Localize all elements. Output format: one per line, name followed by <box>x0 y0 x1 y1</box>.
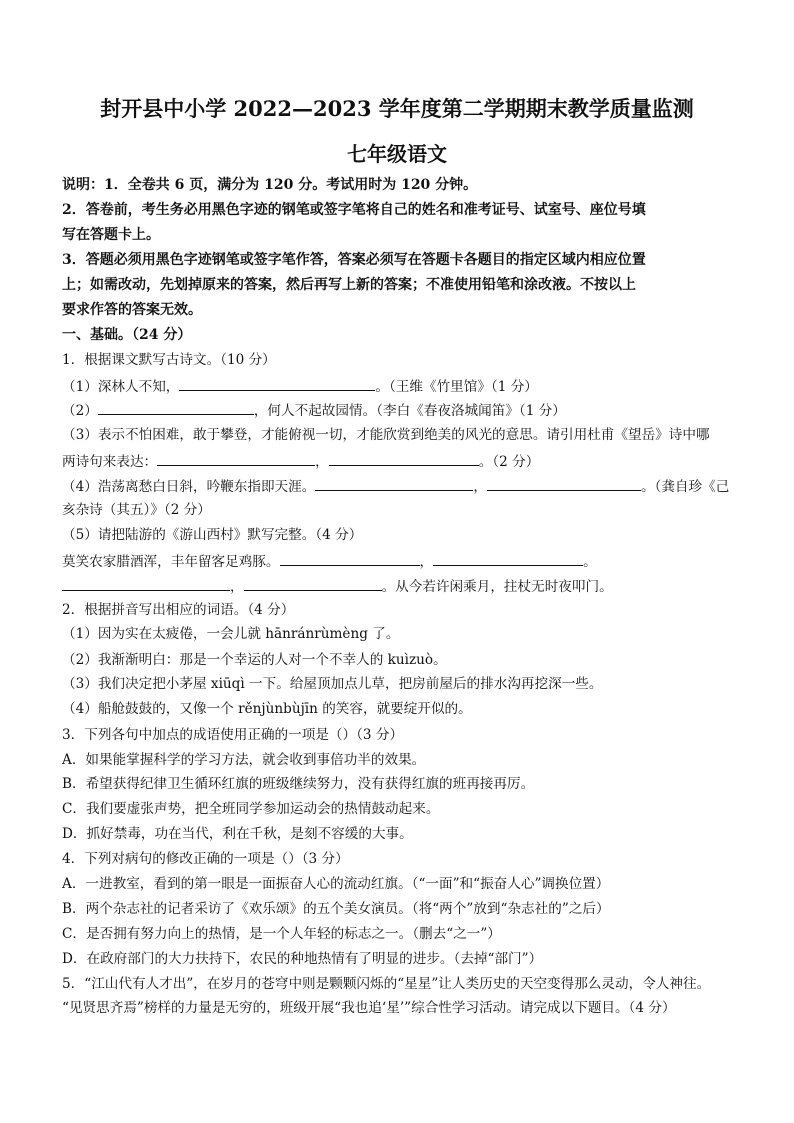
text-segment: （2） <box>62 403 98 419</box>
exam-title: 封开县中小学 2022—2023 学年度第二学期期末教学质量监测 <box>100 96 694 121</box>
text-segment: 两诗句来表达： <box>62 454 158 470</box>
question-stem: 3．下列各句中加点的成语使用正确的一项是（）（3 分） <box>62 727 404 743</box>
text-segment: ，何人不起故园情。（李白《春夜洛城闻笛》（1 分） <box>253 403 566 419</box>
choice-option[interactable]: A．一进教室，看到的第一眼是一面振奋人心的流动红旗。（“一面”和“振奋人心”调换位置） <box>62 876 610 892</box>
answer-blank[interactable] <box>98 400 254 415</box>
question-item: （2）我渐渐明白：那是一个幸运的人对一个不幸人的 kuìzuò。 <box>62 652 447 668</box>
text-segment: ， <box>230 579 244 595</box>
question-line: （5）请把陆游的《游山西村》默写完整。（4 分） <box>62 527 363 543</box>
choice-option[interactable]: C．是否拥有努力向上的热情，是一个人年轻的标志之一。（删去“之一”） <box>62 926 501 942</box>
question-line <box>62 551 597 571</box>
question-stem: 2．根据拼音写出相应的词语。（4 分） <box>62 602 295 618</box>
answer-blank[interactable] <box>315 476 473 491</box>
answer-blank[interactable] <box>157 451 315 466</box>
exam-subtitle: 七年级语文 <box>347 142 447 166</box>
text-segment: 莫笑农家腊酒浑，丰年留客足鸡豚。 <box>62 554 280 570</box>
choice-option[interactable]: D．在政府部门的大力扶持下，农民的种地热情有了明显的进步。（去掉“部门”） <box>62 951 543 967</box>
question-line: 亥杂诗（其五）》（2 分） <box>62 502 211 518</box>
text-segment: （1）深林人不知， <box>62 379 180 395</box>
section-heading: 一、基础。（24 分） <box>62 327 192 343</box>
question-line <box>62 400 566 420</box>
question-stem: “见贤思齐焉”榜样的力量是无穷的，班级开展“我也追‘星’”综合性学习活动。请完成以下题目。（4 分） <box>62 1000 676 1016</box>
question-item: （3）我们决定把小茅屋 xiūqì 一下。给屋顶加点儿草，把房前屋后的排水沟再挖深一些。 <box>62 676 603 692</box>
instruction-line: 要求作答的答案无效。 <box>62 302 202 318</box>
answer-blank[interactable] <box>329 451 479 466</box>
text-segment: 。从今若许闲乘月，拄杖无时夜叩门。 <box>381 579 613 595</box>
question-item: （1）因为实在太疲倦，一会儿就 hānránrùmèng 了。 <box>62 626 400 642</box>
instruction-line: 说明：1．全卷共 6 页，满分为 120 分。考试用时为 120 分钟。 <box>62 177 478 193</box>
question-line <box>62 476 729 496</box>
instruction-line: 写在答题卡上。 <box>62 227 160 243</box>
instruction-line: 2．答卷前，考生务必用黑色字迹的钢笔或签字笔将自己的姓名和准考证号、试室号、座位号填 <box>62 202 646 218</box>
text-segment: 。（龚自珍《己 <box>640 479 730 495</box>
question-line <box>62 451 539 471</box>
text-segment: ， <box>419 554 434 570</box>
answer-blank[interactable] <box>280 551 420 566</box>
instruction-line: 3．答题必须用黑色字迹钢笔或签字笔作答，答案必须写在答题卡各题目的指定区域内相应位置 <box>62 252 646 268</box>
choice-option[interactable]: B．两个杂志社的记者采访了《欢乐颂》的五个美女演员。（将“两个”放到“杂志社的”之后） <box>62 901 610 917</box>
text-segment: ， <box>473 479 487 495</box>
answer-blank[interactable] <box>433 551 583 566</box>
text-segment: 。（2 分） <box>478 454 540 470</box>
choice-option[interactable]: D．抓好禁毒，功在当代，利在千秋，是刻不容缓的大事。 <box>62 826 413 842</box>
answer-blank[interactable] <box>62 576 230 591</box>
question-line <box>62 576 613 596</box>
question-stem: 5．“江山代有人才出”，在岁月的苍穹中则是颗颗闪烁的“星星”让人类历史的天空变得那么灵动，令人神往。 <box>62 976 711 992</box>
choice-option[interactable]: B．希望获得纪律卫生循环红旗的班级继续努力，没有获得红旗的班再接再厉。 <box>62 776 535 792</box>
answer-blank[interactable] <box>179 376 375 391</box>
answer-blank[interactable] <box>244 576 382 591</box>
text-segment: 。（王维《竹里馆》（1 分） <box>375 379 538 395</box>
answer-blank[interactable] <box>487 476 641 491</box>
question-stem: 1．根据课文默写古诗文。（10 分） <box>62 352 276 368</box>
text-segment: （4）浩荡离愁白日斜，吟鞭东指即天涯。 <box>62 479 316 495</box>
question-item: （4）船舱鼓鼓的，又像一个 rěnjùnbùjīn 的笑容，就要绽开似的。 <box>62 701 472 717</box>
choice-option[interactable]: A．如果能掌握科学的学习方法，就会收到事倍功半的效果。 <box>62 752 426 768</box>
text-segment: 。 <box>583 554 597 570</box>
question-stem: 4．下列对病句的修改正确的一项是（）（3 分） <box>62 851 349 867</box>
choice-option[interactable]: C．我们要虚张声势，把全班同学参加运动会的热情鼓动起来。 <box>62 801 440 817</box>
text-segment: ， <box>315 454 329 470</box>
question-line <box>62 376 538 396</box>
question-line: （3）表示不怕困难，敢于攀登，才能俯视一切，才能欣赏到绝美的风光的意思。请引用杜甫《望岳》诗中哪 <box>62 427 710 443</box>
instruction-line: 上；如需改动，先划掉原来的答案，然后再写上新的答案；不准使用铅笔和涂改液。不按以上 <box>62 277 636 293</box>
